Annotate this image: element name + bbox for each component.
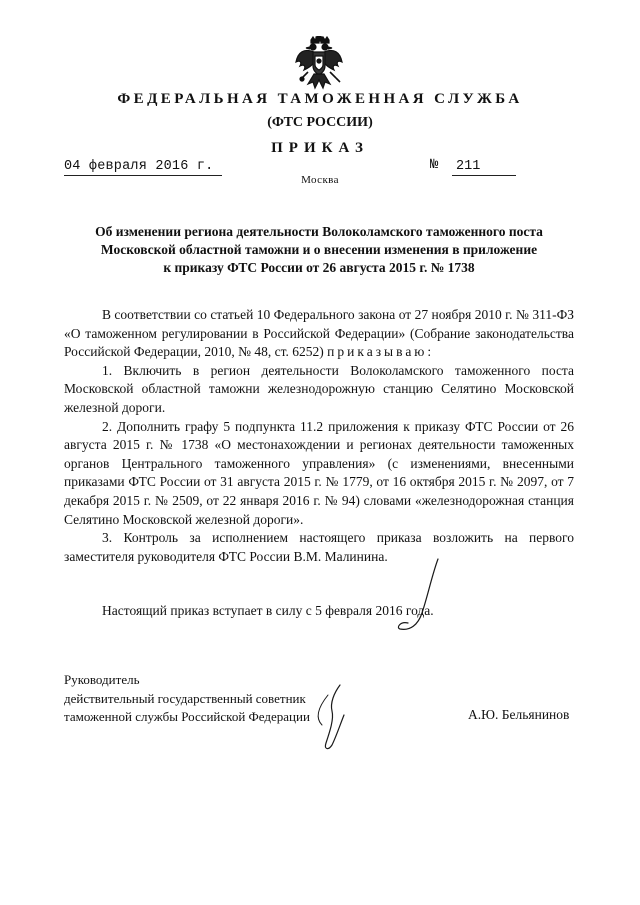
- preamble-paragraph: [64, 306, 574, 362]
- signatory-position: [64, 671, 310, 727]
- document-type: ПРИКАЗ: [271, 140, 369, 156]
- item-3-paragraph: 3. Контроль за исполнением настоящего приказа возложить на первого заместителя руководителя ФТС России В.М. Малинина.: [64, 530, 574, 564]
- signatory-name: А.Ю. Бельянинов: [468, 707, 570, 722]
- position-line: Руководитель: [64, 672, 140, 687]
- effective-date-paragraph: Настоящий приказ вступает в силу с 5 февраля 2016 года.: [102, 603, 434, 618]
- handwritten-signature: [300, 555, 470, 755]
- document-number-label: №: [430, 157, 439, 173]
- document-number: 211: [452, 159, 516, 176]
- position-line: таможенной службы Российской Федерации: [64, 709, 310, 725]
- double-headed-eagle-emblem-icon: [294, 36, 344, 92]
- preamble-text: В соответствии со статьей 10 Федерального закона от 27 ноября 2010 г. № 311-ФЗ «О таможенном регулировании в Российской Федерации» (Собрание законодательства Российской Федерации, 2010, № 48, ст. 6252): [64, 307, 574, 360]
- position-line: действительный государственный советник: [64, 690, 306, 706]
- agency-name: ФЕДЕРАЛЬНАЯ ТАМОЖЕННАЯ СЛУЖБА: [117, 91, 523, 107]
- title-line: Московской областной таможни и о внесении изменения в приложение: [100, 242, 538, 257]
- item-1-paragraph: 1. Включить в регион деятельности Волоколамского таможенного поста Московской областной таможни железнодорожную станцию Селятино Московской железной дороги.: [64, 362, 574, 415]
- order-word: приказываю:: [327, 344, 435, 360]
- title-line: Об изменении региона деятельности Волоколамского таможенного поста: [95, 224, 543, 239]
- title-line: к приказу ФТС России от 26 августа 2015 г. № 1738: [163, 260, 475, 275]
- agency-short-name: (ФТС РОССИИ): [267, 115, 373, 130]
- document-title: [60, 223, 578, 277]
- document-date: 04 февраля 2016 г.: [64, 159, 222, 176]
- document-body: [64, 306, 574, 566]
- item-2-paragraph: 2. Дополнить графу 5 подпункта 11.2 приложения к приказу ФТС России от 26 августа 2015 г. № 1738 «О местонахождении и регионах деятельности таможенных органов Центрального таможенного управления» (с изменениями, внесенными приказами ФТС России от 31 августа 2015 г. № 1779, от 16 октября 2015 г. № 2097, от 7 декабря 2015 г. № 2509, от 22 января 2016 г. № 94) словами «железнодорожная станция Селятино Московской железной дороги».: [64, 418, 574, 527]
- document-city: Москва: [301, 174, 339, 186]
